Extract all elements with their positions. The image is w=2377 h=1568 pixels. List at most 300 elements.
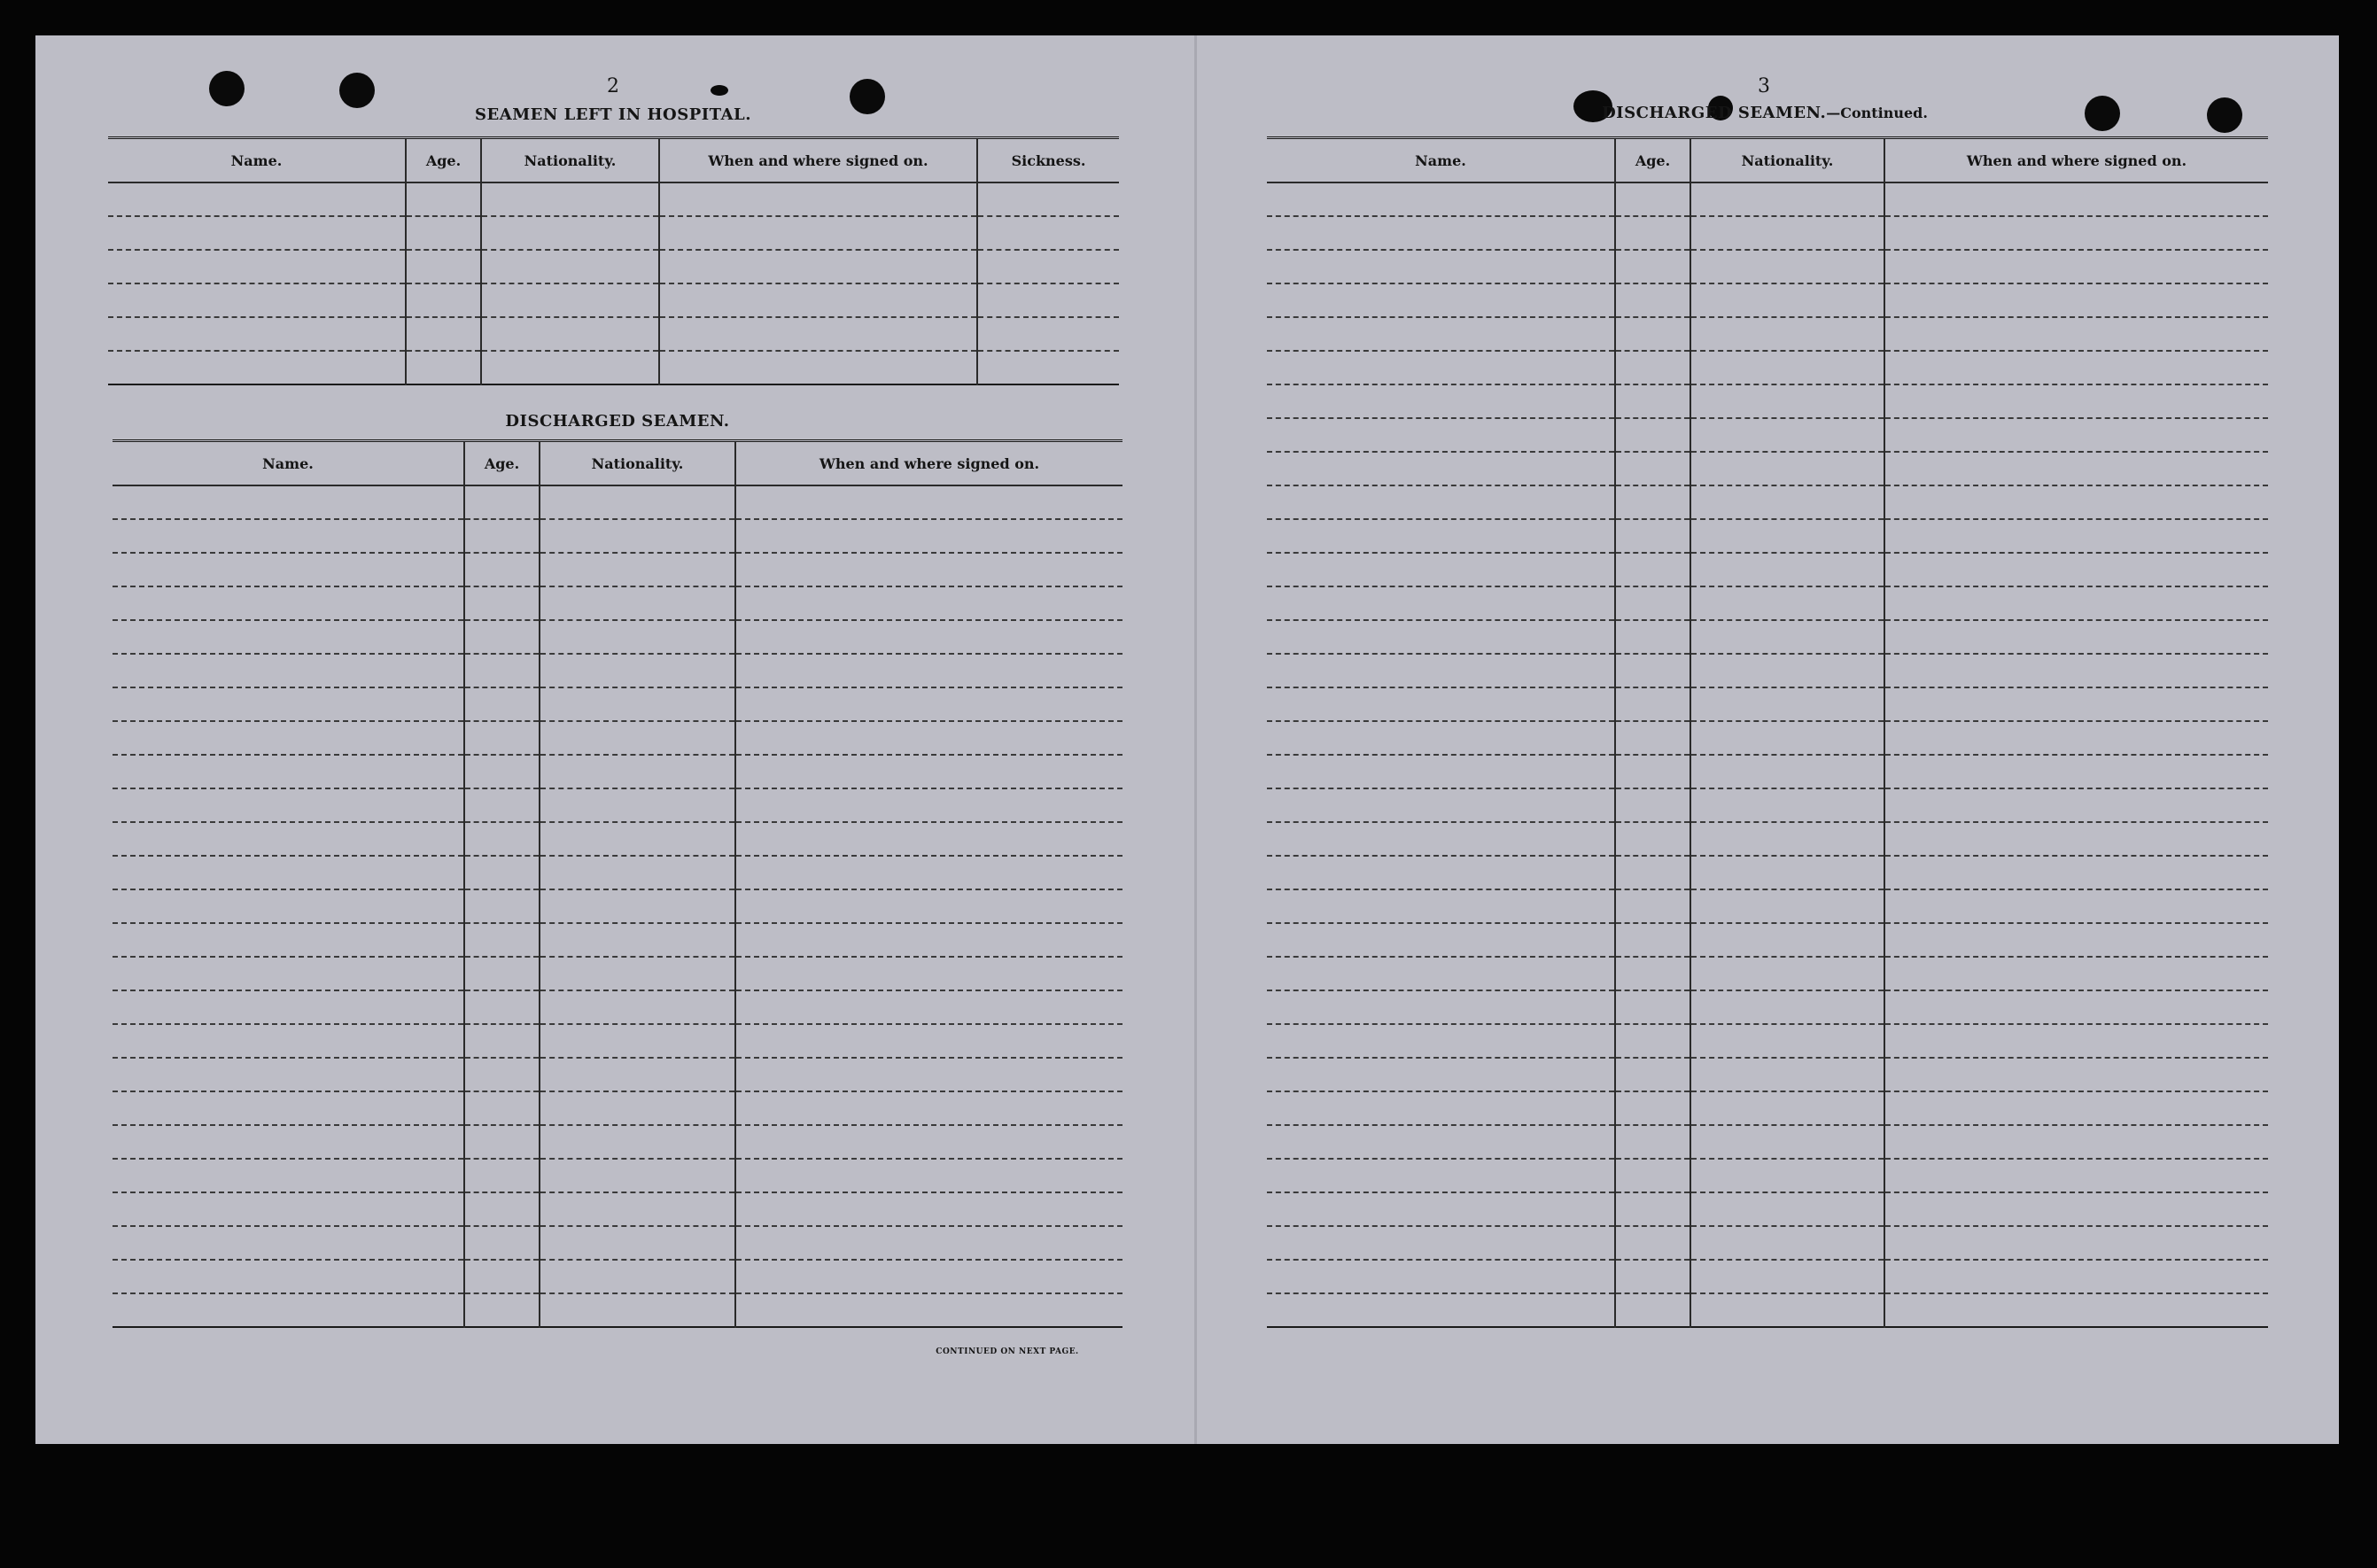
table-cell [464, 1058, 540, 1091]
table-cell [113, 1226, 464, 1260]
table-row [1267, 1159, 2268, 1192]
table-cell [406, 351, 481, 384]
table-cell [464, 586, 540, 620]
table-cell [113, 1159, 464, 1192]
table-cell [540, 620, 735, 654]
table-cell [1690, 923, 1884, 957]
table-cell [1615, 384, 1690, 418]
table-cell [464, 1260, 540, 1293]
discharged-table-header [113, 441, 1122, 486]
table-row [1267, 1091, 2268, 1125]
table-cell [113, 957, 464, 990]
table-cell [1690, 721, 1884, 755]
table-cell [1884, 990, 2268, 1024]
column-header-nationality: Nationality. [1690, 138, 1884, 183]
table-cell [1690, 1293, 1884, 1327]
table-cell [113, 1058, 464, 1091]
table-cell [1267, 990, 1615, 1024]
table-cell [1615, 216, 1690, 250]
table-cell [1615, 351, 1690, 384]
table-cell [481, 182, 659, 216]
table-cell [1615, 788, 1690, 822]
table-cell [1884, 519, 2268, 553]
table-cell [1615, 721, 1690, 755]
table-cell [1884, 923, 2268, 957]
table-cell [540, 822, 735, 856]
table-cell [1615, 1058, 1690, 1091]
table-row [113, 687, 1122, 721]
column-header-age: Age. [406, 138, 481, 183]
table-cell [464, 1024, 540, 1058]
table-cell [406, 250, 481, 283]
table-cell [1615, 822, 1690, 856]
table-row [113, 889, 1122, 923]
table-cell [1615, 553, 1690, 586]
table-cell [113, 721, 464, 755]
table-cell [113, 923, 464, 957]
table-cell [735, 1293, 1122, 1327]
column-header-nationality: Nationality. [481, 138, 659, 183]
table-cell [540, 586, 735, 620]
table-cell [659, 317, 977, 351]
punch-hole [2085, 96, 2120, 131]
table-row [1267, 856, 2268, 889]
table-cell [1690, 250, 1884, 283]
table-cell [735, 1226, 1122, 1260]
table-row [108, 317, 1119, 351]
table-cell [1690, 1192, 1884, 1226]
continued-table [1267, 136, 2268, 1328]
table-row [1267, 250, 2268, 283]
table-cell [1884, 384, 2268, 418]
table-cell [1615, 586, 1690, 620]
table-cell [1615, 1260, 1690, 1293]
punch-hole [850, 79, 885, 114]
table-cell [1615, 250, 1690, 283]
table-cell [735, 519, 1122, 553]
table-cell [113, 519, 464, 553]
table-row [113, 856, 1122, 889]
table-cell [1884, 1260, 2268, 1293]
table-cell [659, 283, 977, 317]
table-cell [464, 788, 540, 822]
table-row [113, 1192, 1122, 1226]
table-cell [1690, 452, 1884, 485]
hospital-section-title: SEAMEN LEFT IN HOSPITAL. [475, 105, 751, 124]
table-cell [1884, 687, 2268, 721]
table-cell [113, 1024, 464, 1058]
table-cell [1690, 1125, 1884, 1159]
table-cell [113, 1192, 464, 1226]
table-cell [1267, 1058, 1615, 1091]
table-cell [464, 1226, 540, 1260]
table-cell [1690, 1226, 1884, 1260]
table-row [108, 216, 1119, 250]
page-number-right: 3 [1758, 75, 1770, 97]
table-row [1267, 351, 2268, 384]
table-cell [113, 1125, 464, 1159]
table-row [113, 586, 1122, 620]
table-row [1267, 687, 2268, 721]
continued-title-text: DISCHARGED SEAMEN. [1602, 104, 1827, 122]
table-cell [977, 351, 1119, 384]
table-cell [1884, 1192, 2268, 1226]
table-cell [1615, 889, 1690, 923]
column-header-sickness: Sickness. [977, 138, 1119, 183]
table-cell [540, 923, 735, 957]
table-cell [464, 923, 540, 957]
table-cell [735, 822, 1122, 856]
table-cell [406, 283, 481, 317]
table-cell [464, 1159, 540, 1192]
table-row [1267, 1293, 2268, 1327]
table-cell [1267, 1192, 1615, 1226]
table-cell [735, 1159, 1122, 1192]
table-cell [1690, 889, 1884, 923]
table-cell [113, 822, 464, 856]
table-cell [1690, 351, 1884, 384]
table-row [1267, 384, 2268, 418]
table-cell [464, 957, 540, 990]
table-cell [481, 283, 659, 317]
table-row [113, 1260, 1122, 1293]
table-cell [1267, 687, 1615, 721]
table-cell [1615, 283, 1690, 317]
table-cell [464, 620, 540, 654]
table-row [113, 620, 1122, 654]
table-cell [1615, 452, 1690, 485]
table-row [113, 1159, 1122, 1192]
table-cell [540, 1125, 735, 1159]
table-cell [735, 553, 1122, 586]
table-cell [735, 687, 1122, 721]
column-header-nationality: Nationality. [540, 441, 735, 486]
table-row [1267, 182, 2268, 216]
table-row [113, 519, 1122, 553]
table-cell [1690, 1159, 1884, 1192]
table-row [1267, 957, 2268, 990]
column-header-age: Age. [464, 441, 540, 486]
table-cell [540, 1058, 735, 1091]
table-row [113, 923, 1122, 957]
table-cell [464, 1192, 540, 1226]
table-cell [1615, 957, 1690, 990]
table-cell [113, 620, 464, 654]
table-row [1267, 923, 2268, 957]
table-cell [113, 1293, 464, 1327]
table-cell [540, 1192, 735, 1226]
table-row [1267, 1125, 2268, 1159]
table-cell [1267, 485, 1615, 519]
table-row [113, 990, 1122, 1024]
table-cell [1267, 418, 1615, 452]
table-cell [1267, 1024, 1615, 1058]
table-row [1267, 317, 2268, 351]
table-cell [1615, 687, 1690, 721]
table-cell [1690, 788, 1884, 822]
table-cell [1690, 1260, 1884, 1293]
table-cell [1615, 990, 1690, 1024]
table-cell [1615, 418, 1690, 452]
table-cell [1615, 1159, 1690, 1192]
table-cell [659, 250, 977, 283]
table-cell [1884, 351, 2268, 384]
table-cell [1267, 1293, 1615, 1327]
table-cell [977, 317, 1119, 351]
table-cell [1690, 283, 1884, 317]
table-cell [540, 1024, 735, 1058]
table-cell [406, 182, 481, 216]
table-cell [659, 182, 977, 216]
table-cell [108, 283, 406, 317]
table-row [1267, 586, 2268, 620]
table-cell [1690, 216, 1884, 250]
discharged-table [113, 439, 1122, 1328]
table-row [1267, 654, 2268, 687]
table-cell [735, 990, 1122, 1024]
hospital-table [108, 136, 1119, 385]
table-cell [108, 216, 406, 250]
table-cell [735, 856, 1122, 889]
table-cell [1884, 283, 2268, 317]
table-cell [1615, 856, 1690, 889]
table-cell [1267, 216, 1615, 250]
table-row [1267, 1260, 2268, 1293]
table-cell [659, 216, 977, 250]
table-row [1267, 1226, 2268, 1260]
table-row [1267, 519, 2268, 553]
table-cell [464, 1125, 540, 1159]
punch-hole [339, 73, 375, 108]
table-cell [1884, 957, 2268, 990]
table-cell [108, 351, 406, 384]
table-cell [540, 687, 735, 721]
table-cell [1884, 182, 2268, 216]
table-cell [1884, 755, 2268, 788]
table-cell [1615, 1024, 1690, 1058]
table-cell [1615, 1192, 1690, 1226]
table-cell [113, 889, 464, 923]
table-row [1267, 452, 2268, 485]
table-cell [735, 1260, 1122, 1293]
table-cell [1615, 620, 1690, 654]
table-cell [735, 721, 1122, 755]
table-cell [1690, 1091, 1884, 1125]
table-row [1267, 418, 2268, 452]
table-cell [1615, 1125, 1690, 1159]
table-row [1267, 485, 2268, 519]
table-row [1267, 620, 2268, 654]
table-cell [1615, 317, 1690, 351]
table-cell [977, 182, 1119, 216]
table-cell [113, 654, 464, 687]
table-cell [735, 620, 1122, 654]
table-cell [1690, 182, 1884, 216]
table-cell [1267, 250, 1615, 283]
table-cell [464, 1293, 540, 1327]
table-cell [1884, 485, 2268, 519]
table-cell [113, 485, 464, 519]
table-cell [1267, 384, 1615, 418]
table-cell [1884, 317, 2268, 351]
discharged-section-title: DISCHARGED SEAMEN. [505, 412, 730, 431]
table-row [1267, 889, 2268, 923]
table-cell [735, 788, 1122, 822]
table-row [113, 721, 1122, 755]
continued-footnote: CONTINUED ON NEXT PAGE. [936, 1347, 1079, 1356]
table-cell [1884, 250, 2268, 283]
table-cell [1267, 553, 1615, 586]
table-row [113, 1058, 1122, 1091]
table-cell [113, 586, 464, 620]
table-cell [1884, 822, 2268, 856]
table-cell [735, 1024, 1122, 1058]
table-cell [108, 250, 406, 283]
table-cell [464, 755, 540, 788]
table-cell [1267, 519, 1615, 553]
table-cell [540, 889, 735, 923]
table-cell [113, 990, 464, 1024]
table-cell [1690, 586, 1884, 620]
table-cell [1690, 957, 1884, 990]
table-cell [1884, 889, 2268, 923]
table-cell [1615, 755, 1690, 788]
table-row [108, 351, 1119, 384]
table-row [108, 283, 1119, 317]
table-cell [735, 1091, 1122, 1125]
table-row [108, 250, 1119, 283]
table-cell [464, 721, 540, 755]
table-cell [406, 216, 481, 250]
table-cell [464, 990, 540, 1024]
table-cell [1267, 1125, 1615, 1159]
table-cell [540, 519, 735, 553]
table-cell [113, 1091, 464, 1125]
table-cell [1267, 889, 1615, 923]
table-cell [1267, 182, 1615, 216]
table-cell [1615, 1293, 1690, 1327]
punch-hole [209, 71, 245, 106]
table-cell [735, 586, 1122, 620]
table-cell [481, 351, 659, 384]
table-cell [1690, 822, 1884, 856]
table-row [108, 182, 1119, 216]
table-cell [1884, 620, 2268, 654]
table-cell [1884, 1091, 2268, 1125]
table-cell [1884, 418, 2268, 452]
table-cell [1884, 788, 2268, 822]
table-cell [481, 216, 659, 250]
table-row [113, 1293, 1122, 1327]
table-row [113, 1125, 1122, 1159]
table-row [113, 1226, 1122, 1260]
continued-section-title [1602, 104, 1928, 122]
table-cell [1267, 923, 1615, 957]
table-cell [540, 755, 735, 788]
table-cell [464, 654, 540, 687]
table-row [113, 553, 1122, 586]
table-cell [1690, 553, 1884, 586]
table-cell [1884, 1226, 2268, 1260]
table-cell [1267, 620, 1615, 654]
column-header-name: Name. [108, 138, 406, 183]
column-header-name: Name. [113, 441, 464, 486]
table-cell [1884, 1159, 2268, 1192]
table-row [1267, 721, 2268, 755]
table-cell [735, 485, 1122, 519]
table-cell [1267, 1159, 1615, 1192]
table-cell [1884, 553, 2268, 586]
table-cell [1884, 1024, 2268, 1058]
table-row [113, 822, 1122, 856]
table-cell [464, 485, 540, 519]
table-cell [540, 485, 735, 519]
table-cell [1615, 923, 1690, 957]
table-cell [735, 1192, 1122, 1226]
table-cell [1615, 1226, 1690, 1260]
column-header-name: Name. [1267, 138, 1615, 183]
table-cell [540, 957, 735, 990]
table-row [1267, 1024, 2268, 1058]
table-cell [1884, 586, 2268, 620]
table-cell [1267, 721, 1615, 755]
table-cell [1690, 519, 1884, 553]
continued-title-suffix: —Continued. [1826, 105, 1928, 121]
table-row [113, 654, 1122, 687]
table-cell [1267, 755, 1615, 788]
table-cell [540, 990, 735, 1024]
table-cell [481, 317, 659, 351]
table-cell [977, 283, 1119, 317]
table-cell [1884, 216, 2268, 250]
table-cell [464, 553, 540, 586]
table-cell [540, 1091, 735, 1125]
table-cell [1267, 1260, 1615, 1293]
table-row [113, 1024, 1122, 1058]
table-cell [735, 923, 1122, 957]
table-cell [1267, 1226, 1615, 1260]
table-cell [1690, 317, 1884, 351]
table-cell [1615, 1091, 1690, 1125]
table-cell [113, 687, 464, 721]
table-cell [1615, 519, 1690, 553]
punch-hole [2207, 97, 2242, 133]
table-cell [1615, 182, 1690, 216]
table-cell [540, 1159, 735, 1192]
table-cell [1267, 856, 1615, 889]
table-cell [1267, 822, 1615, 856]
table-cell [1884, 1125, 2268, 1159]
page-fold [1194, 35, 1197, 1444]
table-cell [1884, 856, 2268, 889]
table-cell [659, 351, 977, 384]
table-cell [735, 1058, 1122, 1091]
table-cell [540, 1226, 735, 1260]
table-cell [113, 1260, 464, 1293]
table-cell [1690, 1058, 1884, 1091]
table-row [113, 755, 1122, 788]
table-cell [977, 216, 1119, 250]
table-row [1267, 822, 2268, 856]
table-row [1267, 553, 2268, 586]
table-cell [1267, 788, 1615, 822]
table-cell [464, 519, 540, 553]
table-cell [1615, 485, 1690, 519]
table-cell [1884, 654, 2268, 687]
table-cell [113, 788, 464, 822]
table-cell [540, 788, 735, 822]
table-cell [1690, 1024, 1884, 1058]
